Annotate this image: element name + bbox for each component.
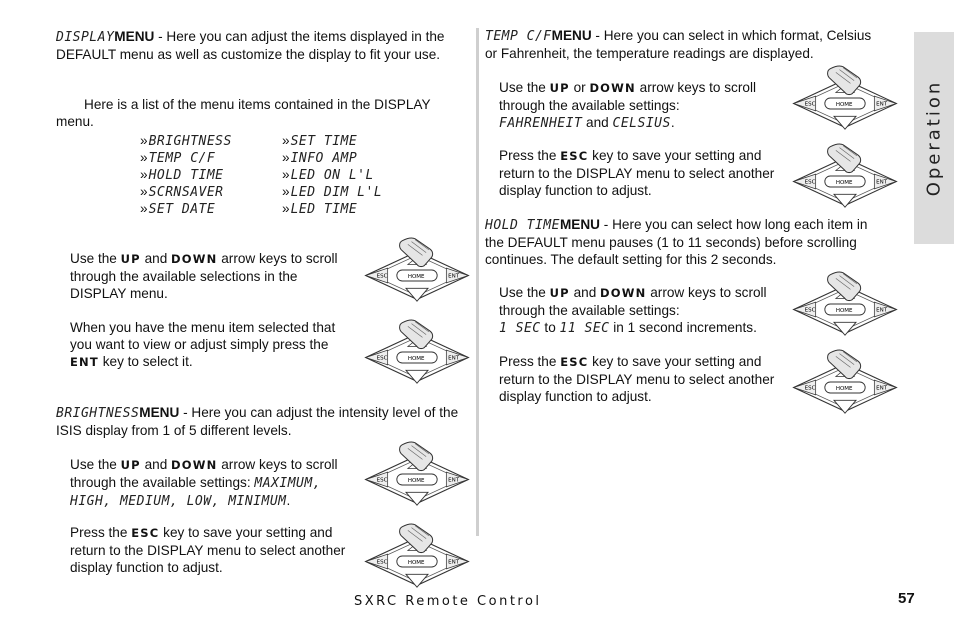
temp-use-keys: Use the UP or DOWN arrow keys to scroll through the available settings: FAHRENHEIT and CELSIUS. — [499, 80, 756, 131]
remote-keypad-icon — [362, 438, 472, 510]
up-key-word: UP — [120, 458, 141, 472]
up-key-word: UP — [549, 286, 570, 300]
svg-text:ESC: ESC — [804, 179, 816, 186]
down-key-word: DOWN — [589, 81, 636, 95]
list-item: »TEMP C/F — [140, 150, 216, 166]
temp-intro: TEMP C/FMENU - Here you can select in which format, Celsius or Fahrenheit, the temperature readings are displayed. — [485, 28, 872, 61]
svg-text:ESC: ESC — [804, 385, 816, 392]
svg-text:ESC: ESC — [804, 307, 816, 314]
svg-text:HOME: HOME — [835, 386, 853, 393]
svg-text:ENT: ENT — [448, 273, 460, 280]
hold-use-keys: Use the UP and DOWN arrow keys to scroll through the available settings: 1 SEC to 11 SEC in 1 second increments. — [499, 285, 767, 336]
display-select-text: When you have the menu item selected that you want to view or adjust simply press the ENT key to select it. — [70, 320, 336, 369]
down-key-word: DOWN — [171, 252, 218, 266]
column-divider — [476, 28, 479, 536]
svg-text:ENT: ENT — [448, 559, 460, 566]
svg-text:ESC: ESC — [804, 101, 816, 108]
up-key-word: UP — [120, 252, 141, 266]
list-item: »LED ON L'L — [282, 167, 374, 183]
svg-text:HOME: HOME — [407, 560, 425, 567]
down-key-word: DOWN — [171, 458, 218, 472]
menu-word: MENU — [551, 28, 592, 43]
hold-title: HOLD TIME — [485, 218, 560, 233]
remote-keypad-icon — [362, 316, 472, 388]
hold-intro: HOLD TIMEMENU - Here you can select how long each item in the DEFAULT menu pauses (1 to 11 seconds) before scrolling continues. The default setting for this 2 seconds. — [485, 217, 868, 267]
svg-text:HOME: HOME — [407, 478, 425, 485]
esc-key-word: ESC — [560, 149, 589, 163]
svg-text:HOME: HOME — [835, 102, 853, 109]
temp-press-esc: Press the ESC key to save your setting and return to the DISPLAY menu to select another display function to adjust. — [499, 148, 775, 198]
remote-keypad-icon — [790, 62, 900, 134]
display-title: DISPLAY — [56, 30, 115, 45]
svg-text:HOME: HOME — [407, 356, 425, 363]
brightness-use-keys: Use the UP and DOWN arrow keys to scroll through the available settings: MAXIMUM, HIGH, MEDIUM, LOW, MINIMUM. — [70, 457, 338, 509]
section-tab — [914, 32, 954, 244]
list-item: »LED DIM L'L — [282, 184, 383, 200]
svg-text:ESC: ESC — [376, 477, 388, 484]
display-use-keys: Use the UP and DOWN arrow keys to scroll through the available selections in the DISPLAY menu. — [70, 251, 338, 301]
list-item: »SET DATE — [140, 201, 216, 217]
list-item: »HOLD TIME — [140, 167, 224, 183]
menu-word: MENU — [559, 217, 600, 232]
remote-keypad-icon — [362, 234, 472, 306]
esc-key-word: ESC — [560, 355, 589, 369]
remote-keypad-icon — [790, 268, 900, 340]
brightness-title: BRIGHTNESS — [56, 406, 140, 421]
svg-text:ENT: ENT — [448, 477, 460, 484]
menu-word: MENU — [114, 29, 155, 44]
svg-text:ENT: ENT — [876, 179, 888, 186]
svg-text:ESC: ESC — [376, 559, 388, 566]
svg-text:HOME: HOME — [835, 308, 853, 315]
display-menu-items-col2 — [282, 132, 382, 217]
svg-text:ESC: ESC — [376, 355, 388, 362]
footer-title: SXRC Remote Control — [354, 594, 542, 609]
display-menu-items-col1 — [140, 132, 232, 217]
remote-keypad-icon — [790, 140, 900, 212]
remote-keypad-icon — [790, 346, 900, 418]
svg-text:HOME: HOME — [407, 274, 425, 281]
section-tab-label: Operation — [923, 79, 945, 197]
svg-text:ENT: ENT — [876, 307, 888, 314]
brightness-intro: BRIGHTNESSMENU - Here you can adjust the intensity level of the ISIS display from 1 of 5 different levels. — [56, 405, 459, 438]
remote-keypad-icon — [362, 520, 472, 592]
down-key-word: DOWN — [600, 286, 647, 300]
list-item: »INFO AMP — [282, 150, 358, 166]
list-item: »BRIGHTNESS — [140, 133, 232, 149]
temp-title: TEMP C/F — [485, 29, 552, 44]
svg-text:HOME: HOME — [835, 180, 853, 187]
page-number: 57 — [898, 590, 915, 607]
hold-press-esc: Press the ESC key to save your setting and return to the DISPLAY menu to select another display function to adjust. — [499, 354, 775, 404]
svg-text:ENT: ENT — [876, 101, 888, 108]
svg-text:ENT: ENT — [448, 355, 460, 362]
svg-text:ENT: ENT — [876, 385, 888, 392]
svg-text:ESC: ESC — [376, 273, 388, 280]
list-item: »SCRNSAVER — [140, 184, 224, 200]
display-list-intro: Here is a list of the menu items contained in the DISPLAY menu. — [56, 97, 431, 129]
esc-key-word: ESC — [131, 526, 160, 540]
list-item: »LED TIME — [282, 201, 358, 217]
up-key-word: UP — [549, 81, 570, 95]
brightness-press-esc: Press the ESC key to save your setting and return to the DISPLAY menu to select another display function to adjust. — [70, 525, 346, 575]
list-item: »SET TIME — [282, 133, 358, 149]
menu-word: MENU — [139, 405, 180, 420]
ent-key-word: ENT — [70, 355, 99, 369]
display-intro: DISPLAYMENU - Here you can adjust the items displayed in the DEFAULT menu as well as customize the display to fit your use. — [56, 29, 445, 62]
